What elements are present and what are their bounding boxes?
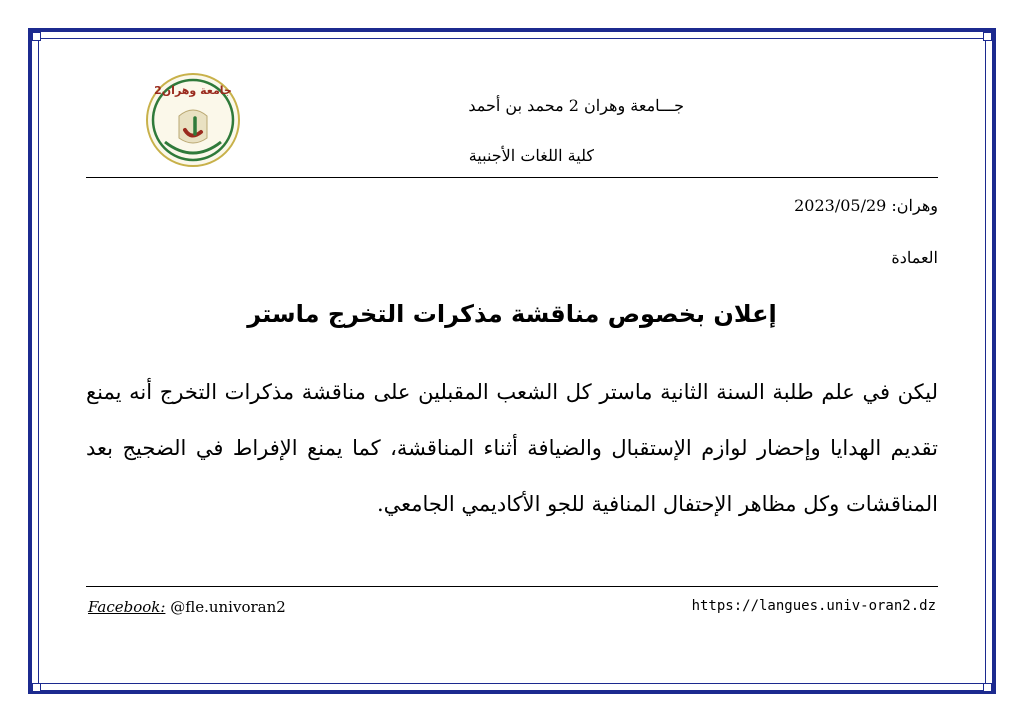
facebook-label: Facebook:: [88, 598, 166, 616]
frame-corner-bottom-left: [32, 683, 41, 692]
university-name: جـــامعة وهران 2 محمد بن أحمد: [468, 96, 684, 115]
footer-website[interactable]: https://langues.univ-oran2.dz: [691, 598, 936, 614]
faculty-name: كلية اللغات الأجنبية: [468, 146, 594, 165]
department-label: العمادة: [891, 248, 938, 267]
frame-corner-bottom-right: [983, 683, 992, 692]
header-divider: [86, 177, 938, 178]
logo-text: جامعة وهران2: [154, 84, 232, 97]
announcement-title: إعلان بخصوص مناقشة مذكرات التخرج ماستر: [247, 300, 777, 328]
frame-corner-top-right: [983, 32, 992, 41]
announcement-body: ليكن في علم طلبة السنة الثانية ماستر كل الشعب المقبلين على مناقشة مذكرات التخرج أنه يمنع تقديم الهدايا وإحضار لوازم الإستقبال والضيافة أثناء المناقشة، كما يمنع الإفراط في الضجيج بعد المناقشات وكل مظاهر الإحتفال المنافية للجو الأكاديمي الجامعي.: [86, 380, 938, 516]
document-date: وهران: 2023/05/29: [794, 196, 938, 215]
facebook-handle[interactable]: @fle.univoran2: [170, 598, 286, 616]
footer-facebook: [88, 598, 286, 616]
university-logo: [145, 72, 241, 168]
frame-corner-top-left: [32, 32, 41, 41]
footer-divider: [86, 586, 938, 587]
